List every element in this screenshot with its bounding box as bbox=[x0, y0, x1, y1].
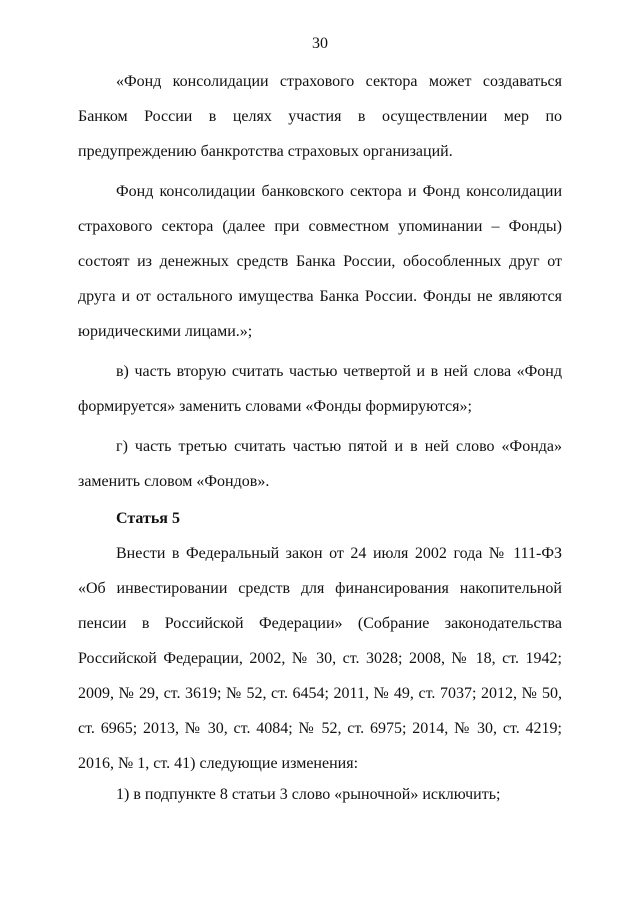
page-number: 30 bbox=[312, 35, 328, 52]
paragraph-item-v: в) часть вторую считать частью четвертой и в ней слова «Фонд формируется» заменить словами «Фонды формируются»; bbox=[78, 363, 562, 415]
article-heading: Статья 5 bbox=[116, 510, 180, 527]
paragraph-item-1: 1) в подпункте 8 статьи 3 слово «рыночной» исключить; bbox=[116, 786, 501, 803]
paragraph-insurance-fund: «Фонд консолидации страхового сектора может создаваться Банком России в целях участия в осуществлении мер по предупреждению банкротства страховых организаций. bbox=[78, 73, 562, 160]
paragraph-article-5-intro: Внести в Федеральный закон от 24 июля 2002 года № 111-ФЗ «Об инвестировании средств для финансирования накопительной пенсии в Российской Федерации» (Собрание законодательства Российской Федерации, 2002, № 30, ст. 3028; 2008, № 18, ст. 1942; 2009, № 29, ст. 3619; № 52, ст. 6454; 2011, № 49, ст. 7037; 2012, № 50, ст. 6965; 2013, № 30, ст. 4084; № 52, ст. 6975; 2014, № 30, ст. 4219; 2016, № 1, ст. 41) следующие изменения: bbox=[78, 545, 562, 772]
paragraph-item-g: г) часть третью считать частью пятой и в ней слово «Фонда» заменить словом «Фондов». bbox=[78, 438, 562, 490]
paragraph-funds-definition: Фонд консолидации банковского сектора и Фонд консолидации страхового сектора (далее при совместном упоминании – Фонды) состоят из денежных средств Банка России, обособленных друг от друга и от остального имущества Банка России. Фонды не являются юридическими лицами.»; bbox=[78, 183, 562, 340]
